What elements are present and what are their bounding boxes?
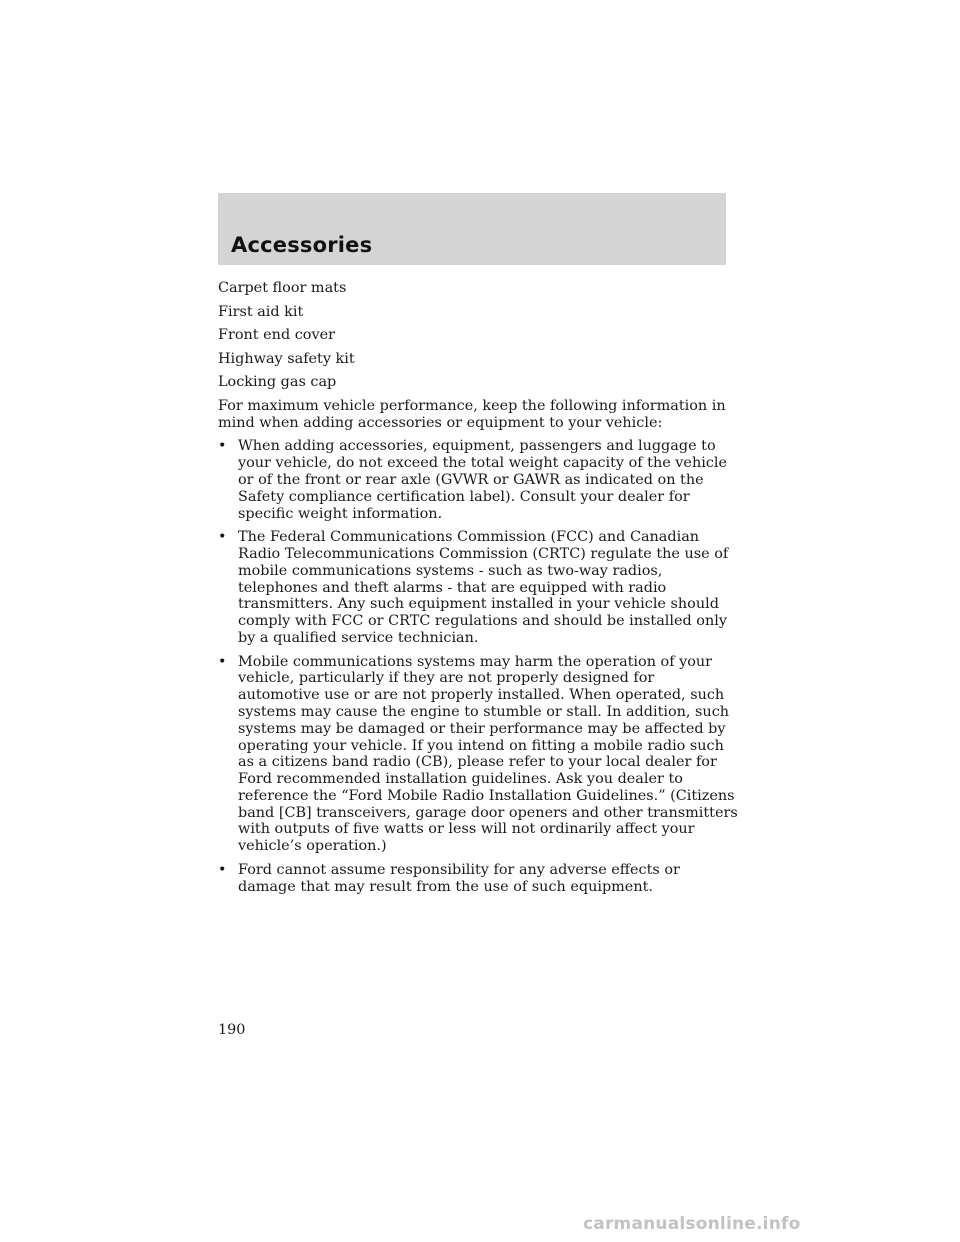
- bullet-item: [218, 654, 738, 856]
- bullet-item: [218, 529, 738, 647]
- bullet-text: Ford cannot assume responsibility for any adverse effects or damage that may result from the use of such equipment.: [238, 861, 680, 895]
- accessory-item: Highway safety kit: [218, 350, 355, 367]
- bullet-icon: •: [218, 861, 227, 878]
- bullet-icon: •: [218, 529, 227, 546]
- bullet-icon: •: [218, 438, 227, 455]
- accessory-item: Front end cover: [218, 327, 335, 344]
- accessory-item: Locking gas cap: [218, 374, 337, 391]
- page-number: 190: [218, 1022, 246, 1038]
- page-body: [218, 280, 738, 902]
- bullet-item: [218, 438, 738, 522]
- section-title: Accessories: [231, 233, 373, 257]
- bullet-icon: •: [218, 653, 227, 670]
- section-header-band: [218, 193, 726, 265]
- accessory-item: Carpet floor mats: [218, 280, 347, 296]
- bullet-text: When adding accessories, equipment, passengers and luggage to your vehicle, do not exceed the total weight capacity of the vehicle or of the front or rear axle (GVWR or GAWR as indicated on the Safety compliance certification label). Consult your dealer for specific weight information.: [238, 438, 727, 522]
- intro-paragraph: For maximum vehicle performance, keep the following information in mind when adding accessories or equipment to your vehicle:: [218, 397, 726, 431]
- watermark: carmanualsonline.info: [583, 1214, 801, 1234]
- bullet-item: [218, 862, 738, 896]
- bullet-text: The Federal Communications Commission (FCC) and Canadian Radio Telecommunications Commission (CRTC) regulate the use of mobile communications systems - such as two-way radios, telephones and theft alarms - that are equipped with radio transmitters. Any such equipment installed in your vehicle should comply with FCC or CRTC regulations and should be installed only by a qualified service technician.: [238, 529, 729, 646]
- accessory-item: First aid kit: [218, 303, 304, 320]
- bullet-text: Mobile communications systems may harm the operation of your vehicle, particularly if they are not properly designed for automotive use or are not properly installed. When operated, such systems may cause the engine to stumble or stall. In addition, such systems may be damaged or their performance may be affected by operating your vehicle. If you intend on fitting a mobile radio such as a citizens band radio (CB), please refer to your local dealer for Ford recommended installation guidelines. Ask you dealer to reference the “Ford Mobile Radio Installation Guidelines.” (Citizens band [CB] transceivers, garage door openers and other transmitters with outputs of five watts or less will not ordinarily affect your vehicle’s operation.): [238, 653, 738, 855]
- bullet-list: [218, 438, 738, 895]
